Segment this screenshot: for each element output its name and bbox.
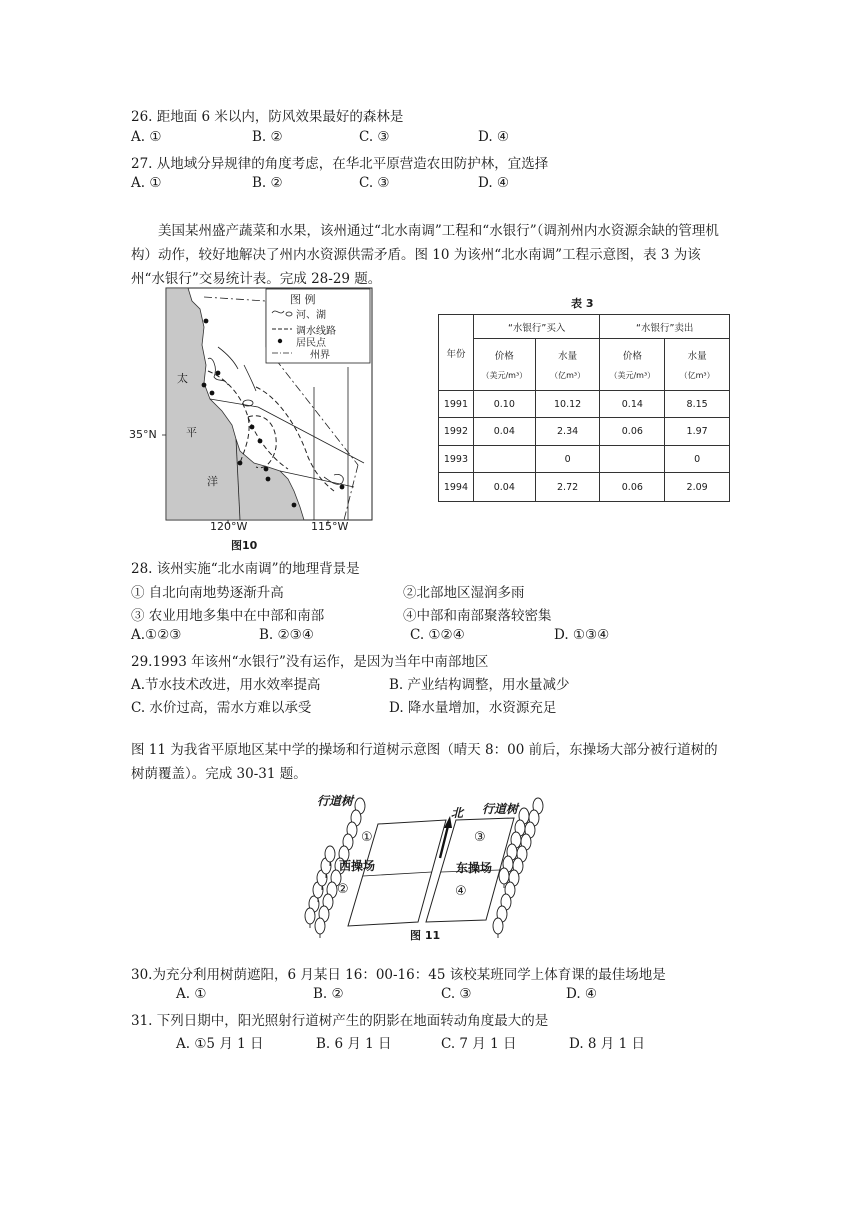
q30-option-b: B. ②	[313, 986, 344, 1002]
q31-option-b: B. 6 月 1 日	[316, 1036, 392, 1052]
table-row: 1994 0.04 2.72 0.06 2.09	[439, 473, 730, 502]
q26-option-b: B. ②	[252, 129, 283, 145]
question-28-stem: 28. 该州实施“北水南调”的地理背景是	[131, 561, 360, 577]
passage-water-bank: 美国某州盛产蔬菜和水果，该州通过“北水南调”工程和“水银行”（调剂州内水资源余缺的管理机构）动作，较好地解决了州内水资源供需矛盾。图 10 为该州“北水南调”工程示意图，表 3 为该州“水银行”交易统计表。完成 28-29 题。	[131, 223, 719, 287]
q26-option-d: D. ④	[478, 129, 510, 145]
table3-title: 表 3	[571, 297, 594, 310]
fig11-zone-4: ④	[455, 884, 467, 899]
q29-option-a: A.节水技术改进，用水效率提高	[131, 677, 321, 693]
fig11-north-label: 北	[451, 806, 464, 820]
q26-option-c: C. ③	[359, 129, 390, 145]
fig10-legend-boundary: 州界	[310, 350, 330, 361]
question-31-stem: 31. 下列日期中，阳光照射行道树产生的阴影在地面转动角度最大的是	[131, 1013, 549, 1029]
table3-sell-volume-header: 水量 （亿m³）	[665, 339, 730, 391]
q28-statement-4: ④中部和南部聚落较密集	[403, 608, 552, 624]
fig10-ocean-char-1: 太	[177, 372, 188, 385]
fig10-ocean-char-3: 洋	[207, 475, 218, 488]
q27-option-c: C. ③	[359, 175, 390, 191]
q30-option-c: C. ③	[441, 986, 472, 1002]
table3-buy-volume-header: 水量 （亿m³）	[535, 339, 600, 391]
table3-buy-price-header: 价格 （美元/m³）	[473, 339, 535, 391]
q30-option-a: A. ①	[176, 986, 207, 1002]
fig10-longitude-115w: 115°W	[311, 520, 349, 533]
question-26-stem: 26. 距地面 6 米以内，防风效果最好的森林是	[131, 109, 404, 125]
fig10-caption: 图10	[231, 539, 258, 552]
table-row: 1991 0.10 10.12 0.14 8.15	[439, 391, 730, 418]
table3-sell-header: “水银行”卖出	[600, 315, 730, 339]
fig11-east-field-label: 东操场	[456, 861, 493, 875]
fig10-legend-route: 调水线路	[296, 326, 336, 337]
fig10-legend-title: 图 例	[290, 293, 316, 306]
q28-statement-3: ③ 农业用地多集中在中部和南部	[131, 608, 325, 624]
fig11-caption: 图 11	[410, 929, 441, 942]
table3-sell-price-header: 价格 （美元/m³）	[600, 339, 665, 391]
q31-option-a: A. ①5 月 1 日	[176, 1036, 264, 1052]
fig10-legend-settlement: 居民点	[296, 338, 326, 349]
fig11-right-tree-label: 行道树	[482, 802, 519, 816]
fig10-ocean-char-2: 平	[186, 426, 197, 439]
table-row: 1993 0 0	[439, 446, 730, 473]
q28-statement-1: ① 自北向南地势逐渐升高	[131, 585, 284, 601]
q29-option-d: D. 降水量增加，水资源充足	[389, 700, 557, 716]
q29-option-b: B. 产业结构调整，用水量减少	[389, 677, 570, 693]
q31-option-d: D. 8 月 1 日	[569, 1036, 645, 1052]
q28-statement-2: ②北部地区湿润多雨	[403, 585, 525, 601]
q28-option-a: A.①②③	[131, 627, 182, 643]
q30-option-d: D. ④	[566, 986, 598, 1002]
fig10-latitude-label: 35°N	[129, 428, 157, 441]
table3-buy-header: “水银行”买入	[473, 315, 600, 339]
fig11-zone-3: ③	[474, 830, 486, 845]
legend-settlement-symbol	[278, 339, 282, 343]
figure-10-map	[148, 287, 378, 551]
table3-year-header: 年份	[439, 315, 474, 391]
q28-option-c: C. ①②④	[410, 627, 465, 643]
q27-option-a: A. ①	[131, 175, 162, 191]
question-29-stem: 29.1993 年该州“水银行”没有运作，是因为当年中南部地区	[131, 654, 489, 670]
q27-option-d: D. ④	[478, 175, 510, 191]
q26-option-a: A. ①	[131, 129, 162, 145]
fig11-left-tree-label: 行道树	[317, 794, 354, 808]
table-row: 1992 0.04 2.34 0.06 1.97	[439, 418, 730, 446]
q28-option-d: D. ①③④	[554, 627, 610, 643]
q29-option-c: C. 水价过高，需水方难以承受	[131, 700, 312, 716]
fig11-zone-1: ①	[361, 830, 373, 845]
fig11-west-field-label: 西操场	[339, 859, 376, 873]
fig11-zone-2: ②	[337, 882, 349, 897]
table3-water-bank	[438, 314, 730, 502]
question-27-stem: 27. 从地域分异规律的角度考虑，在华北平原营造农田防护林，宜选择	[131, 156, 549, 172]
q27-option-b: B. ②	[252, 175, 283, 191]
passage-playground: 图 11 为我省平原地区某中学的操场和行道树示意图（晴天 8：00 前后，东操场大部分被行道树的树荫覆盖）。完成 30-31 题。	[131, 742, 718, 782]
question-30-stem: 30.为充分利用树荫遮阳，6 月某日 16：00-16：45 该校某班同学上体育课的最佳场地是	[131, 967, 666, 983]
fig10-longitude-120w: 120°W	[210, 520, 248, 533]
fig10-legend-river: 河、湖	[296, 310, 326, 321]
q31-option-c: C. 7 月 1 日	[441, 1036, 517, 1052]
q28-option-b: B. ②③④	[259, 627, 314, 643]
